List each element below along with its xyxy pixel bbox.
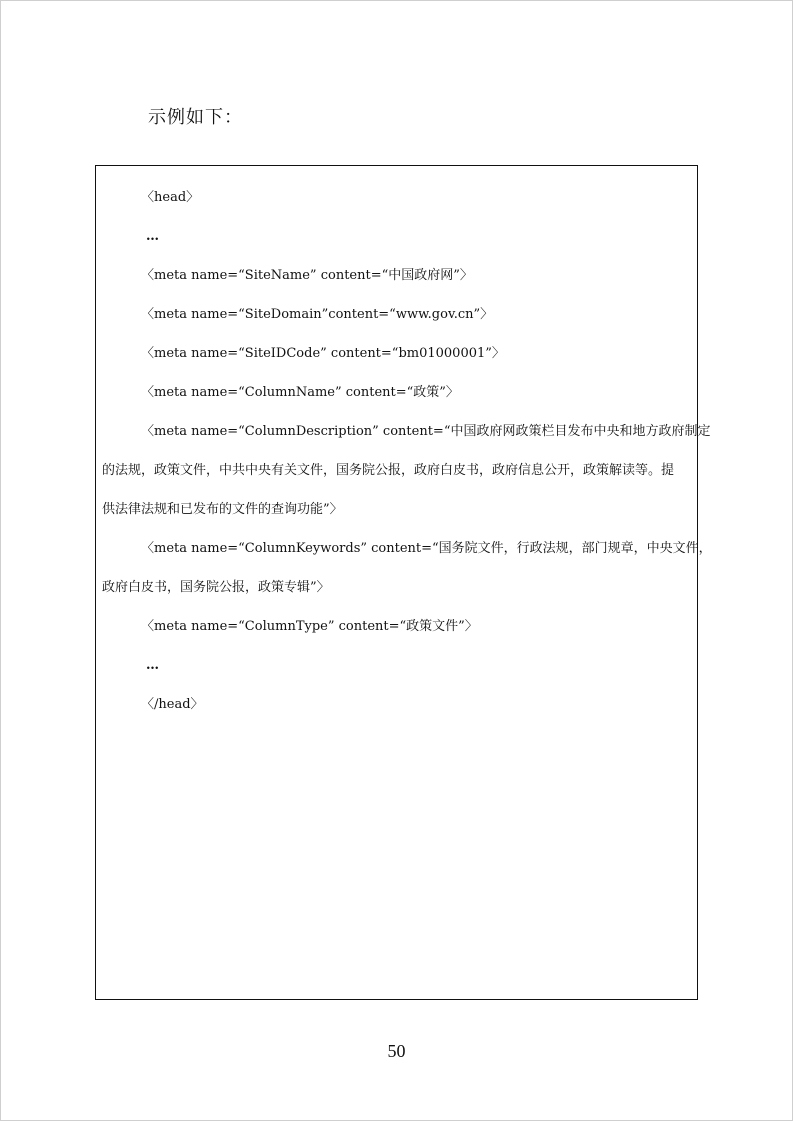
code-line-ellipsis: … [146, 658, 159, 673]
code-line-column-description: 的法规，政策文件，中共中央有关文件，国务院公报，政府白皮书，政府信息公开，政策解读等。提 [102, 463, 675, 478]
code-line-column-type: 〈meta name=“ColumnType” content=“政策文件”〉 [141, 619, 478, 634]
code-line-column-description: 〈meta name=“ColumnDescription” content=“中国政府网政策栏目发布中央和地方政府制定 [141, 424, 711, 439]
code-line-column-name: 〈meta name=“ColumnName” content=“政策”〉 [141, 385, 459, 400]
code-line-head-close: 〈/head〉 [141, 697, 204, 712]
code-line-column-keywords: 〈meta name=“ColumnKeywords” content=“国务院文件，行政法规，部门规章，中央文件， [141, 541, 712, 556]
code-line-head-open: 〈head〉 [141, 190, 200, 205]
code-line-site-name: 〈meta name=“SiteName” content=“中国政府网”〉 [141, 268, 473, 283]
intro-text: 示例如下： [148, 107, 243, 128]
code-example-box [95, 165, 712, 1000]
page-number: 50 [387, 1041, 406, 1061]
code-line-column-keywords: 政府白皮书，国务院公报，政策专辑”〉 [102, 580, 330, 595]
code-line-column-description: 供法律法规和已发布的文件的查询功能”〉 [102, 502, 343, 517]
code-line-site-id-code: 〈meta name=“SiteIDCode” content=“bm01000001”〉 [141, 346, 505, 361]
code-line-ellipsis: … [146, 229, 159, 244]
code-line-site-domain: 〈meta name=“SiteDomain”content=“www.gov.cn”〉 [141, 307, 494, 322]
